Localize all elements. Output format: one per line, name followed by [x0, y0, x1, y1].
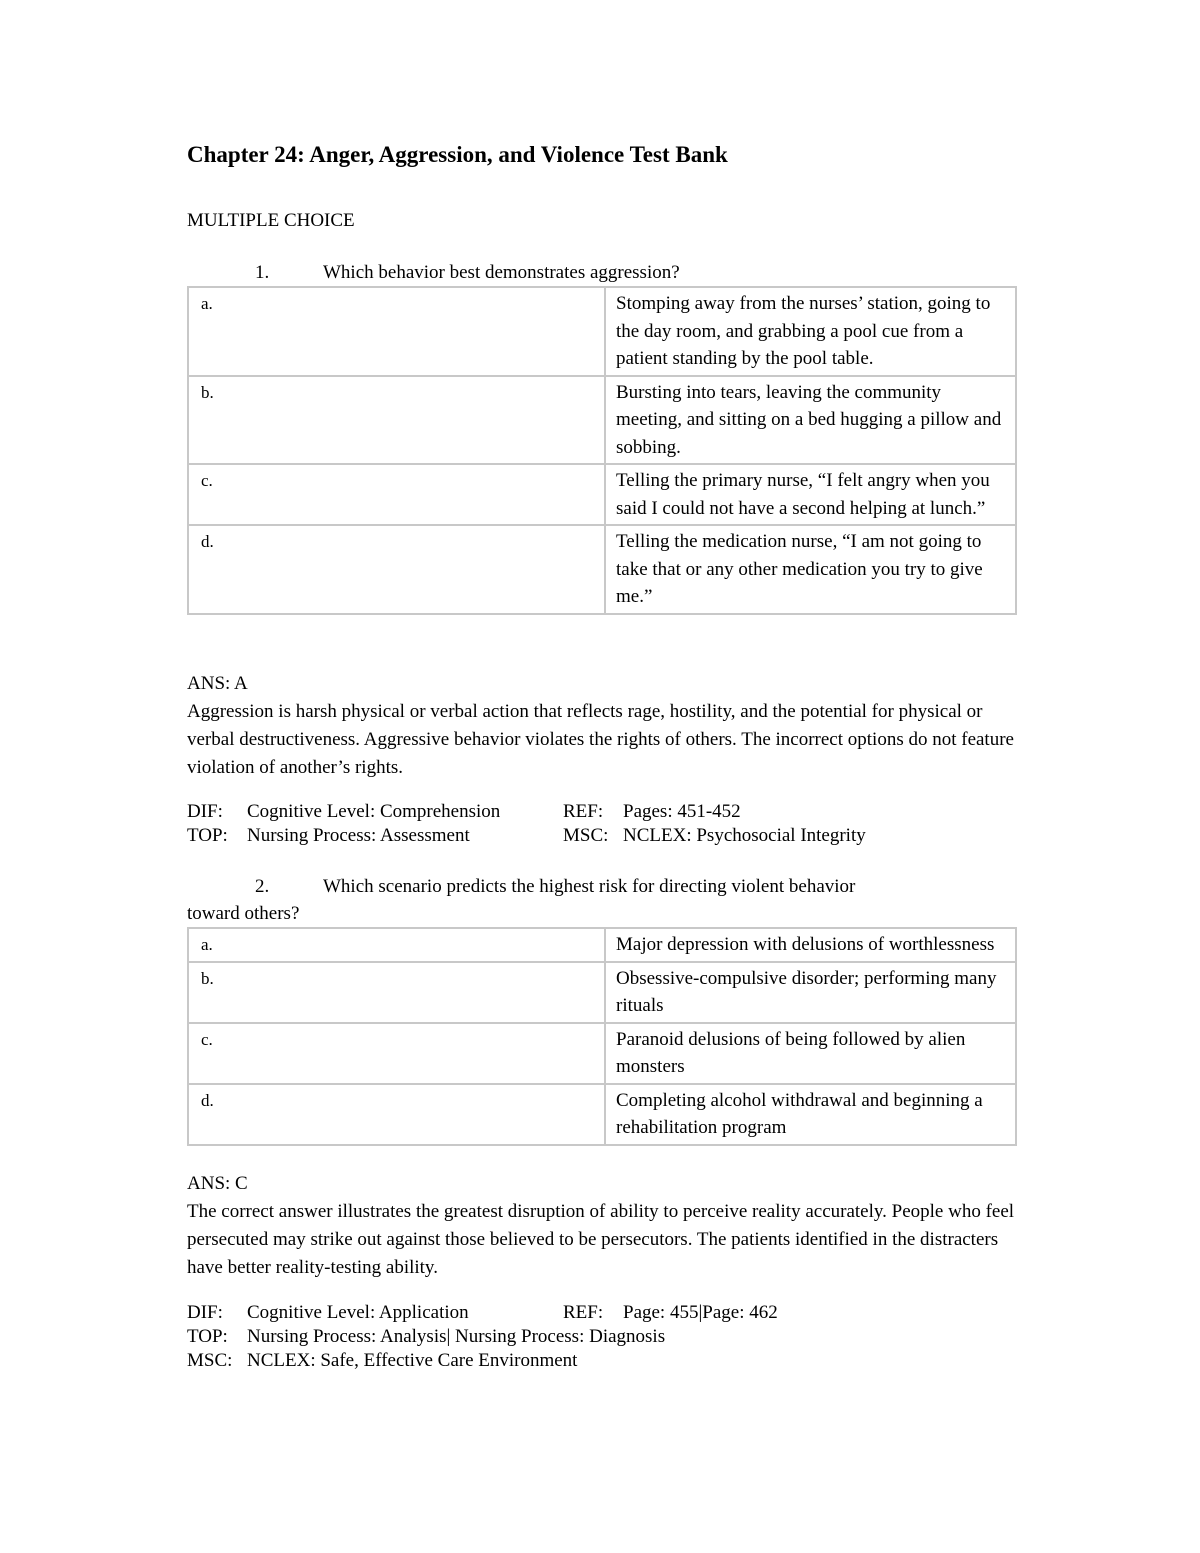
answer-key: ANS: A [187, 673, 248, 694]
option-letter: c. [188, 464, 605, 525]
msc-value: NCLEX: Psychosocial Integrity [623, 825, 866, 846]
option-text: Telling the medication nurse, “I am not going to take that or any other medication you try to give me.” [605, 525, 1016, 614]
option-letter: b. [188, 962, 605, 1023]
question-1-options [187, 286, 1017, 615]
dif-value: Cognitive Level: Application [247, 1302, 469, 1323]
question-text-continued: toward others? [187, 903, 300, 924]
meta-row [187, 1301, 1017, 1325]
option-row [188, 464, 1016, 525]
option-letter: a. [188, 287, 605, 376]
chapter-title: Chapter 24: Anger, Aggression, and Violence Test Bank [187, 142, 728, 167]
meta-row [187, 1349, 1017, 1373]
option-letter: b. [188, 376, 605, 465]
option-row [188, 1023, 1016, 1084]
question-1-meta [187, 800, 1017, 848]
option-letter: d. [188, 525, 605, 614]
dif-value: Cognitive Level: Comprehension [247, 801, 501, 822]
option-text: Paranoid delusions of being followed by alien monsters [605, 1023, 1016, 1084]
question-text: Which behavior best demonstrates aggression? [323, 262, 680, 283]
option-text: Bursting into tears, leaving the community meeting, and sitting on a bed hugging a pillow and sobbing. [605, 376, 1016, 465]
option-letter: d. [188, 1084, 605, 1145]
rationale: The correct answer illustrates the greatest disruption of ability to perceive reality accurately. People who feel persecuted may strike out against those believed to be persecutors. The patients identified in the distracters have better reality-testing ability. [187, 1201, 1015, 1278]
option-text: Completing alcohol withdrawal and beginning a rehabilitation program [605, 1084, 1016, 1145]
question-2-meta [187, 1301, 1017, 1373]
answer-key: ANS: C [187, 1173, 248, 1194]
option-row [188, 525, 1016, 614]
question-1-prompt [187, 259, 1017, 286]
rationale: Aggression is harsh physical or verbal action that reflects rage, hostility, and the potential for physical or verbal destructiveness. Aggressive behavior violates the rights of others. The incorrect options do not feature violation of another’s rights. [187, 701, 1014, 778]
dif-label: DIF: [187, 801, 223, 822]
question-text: Which scenario predicts the highest risk for directing violent behavior [323, 876, 856, 897]
ref-label: REF: [563, 1302, 604, 1323]
question-2-answer-block [187, 1170, 1017, 1282]
option-text: Major depression with delusions of worthlessness [605, 928, 1016, 962]
option-row [188, 376, 1016, 465]
meta-row [187, 800, 1017, 824]
msc-label: MSC: [563, 825, 609, 846]
ref-label: REF: [563, 801, 604, 822]
ref-value: Pages: 451-452 [623, 801, 741, 822]
question-number: 2. [255, 876, 270, 897]
question-number: 1. [255, 262, 270, 283]
option-row [188, 928, 1016, 962]
option-letter: a. [188, 928, 605, 962]
option-text: Stomping away from the nurses’ station, going to the day room, and grabbing a pool cue from a patient standing by the pool table. [605, 287, 1016, 376]
top-label: TOP: [187, 1326, 228, 1347]
msc-value: NCLEX: Safe, Effective Care Environment [247, 1350, 578, 1371]
section-heading: MULTIPLE CHOICE [187, 210, 355, 231]
top-label: TOP: [187, 825, 228, 846]
dif-label: DIF: [187, 1302, 223, 1323]
option-letter: c. [188, 1023, 605, 1084]
top-value: Nursing Process: Assessment [247, 825, 470, 846]
option-text: Telling the primary nurse, “I felt angry when you said I could not have a second helping at lunch.” [605, 464, 1016, 525]
option-row [188, 287, 1016, 376]
option-row [188, 1084, 1016, 1145]
question-1-answer-block [187, 670, 1017, 782]
question-2-prompt [187, 873, 1017, 927]
meta-row [187, 1325, 1017, 1349]
option-row [188, 962, 1016, 1023]
meta-row [187, 824, 1017, 848]
option-text: Obsessive-compulsive disorder; performing many rituals [605, 962, 1016, 1023]
ref-value: Page: 455|Page: 462 [623, 1302, 778, 1323]
top-value: Nursing Process: Analysis| Nursing Process: Diagnosis [247, 1326, 666, 1347]
msc-label: MSC: [187, 1350, 233, 1371]
question-2-options [187, 927, 1017, 1146]
